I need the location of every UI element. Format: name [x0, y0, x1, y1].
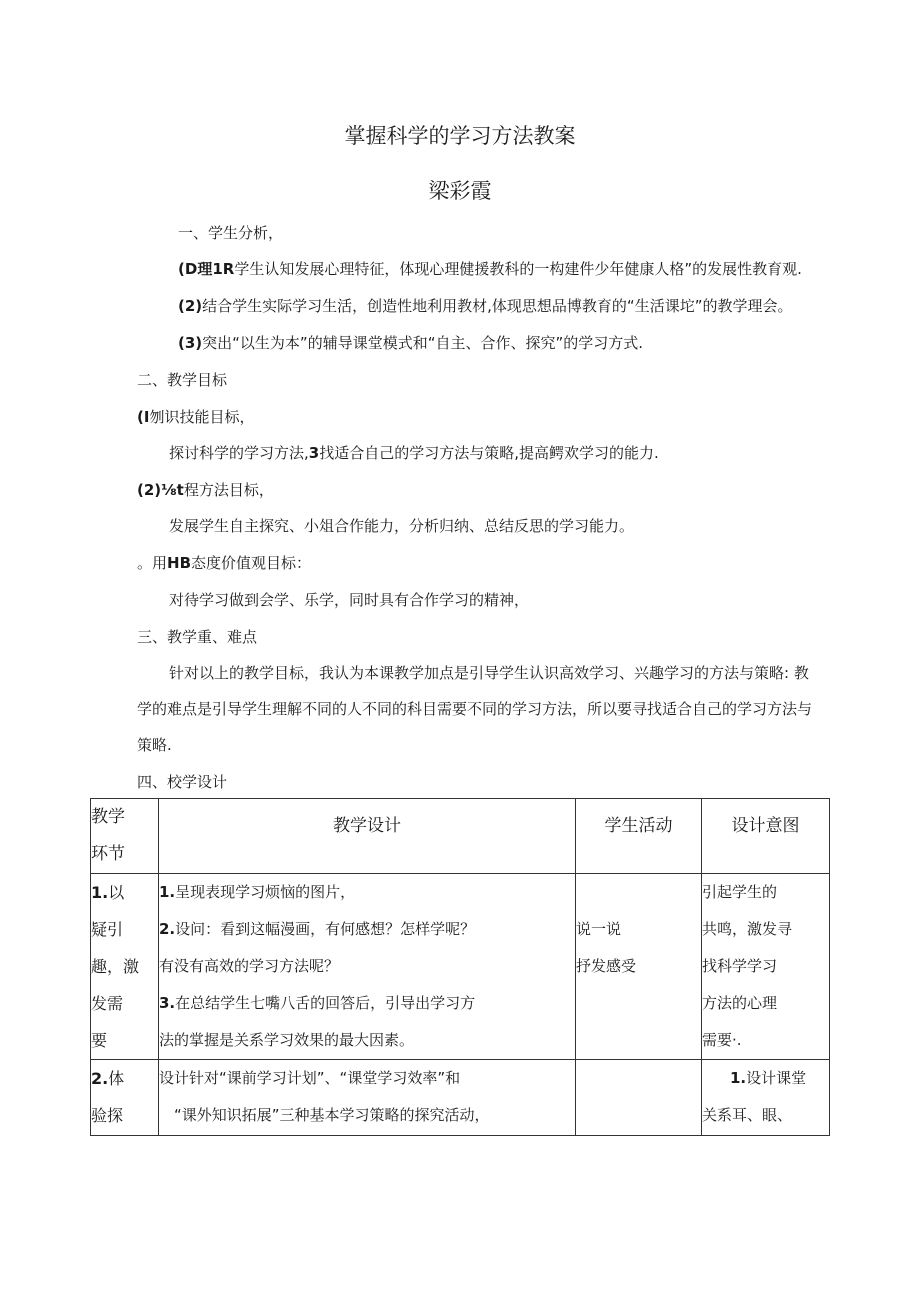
design-line: 有没有高效的学习方法呢？ — [159, 957, 340, 975]
goal-body-a: 探讨科学的学习方法, — [169, 444, 309, 462]
stage-cell — [91, 874, 159, 1060]
design-line: 设计针对“课前学习计划”、“课堂学习效率”和 — [159, 1069, 461, 1087]
header-stage-line: 教学 — [91, 807, 125, 827]
design-text: 呈现表现学习烦恼的图片， — [175, 883, 356, 901]
goal-2-body: 发展学生自主探究、小俎合作能力，分析归纳、总结反思的学习能力。 — [169, 517, 635, 535]
design-line — [159, 874, 575, 911]
intent-cell — [702, 1060, 830, 1136]
intent-line: 找科学学习 — [702, 957, 778, 975]
document-title: 掌握科学的学习方法教案 — [344, 124, 576, 148]
design-line: 法的掌握是关系学习效果的最大因素。 — [159, 1031, 415, 1049]
stage-line — [91, 874, 158, 911]
table-row — [91, 874, 830, 1060]
goal-1-body — [169, 443, 659, 463]
item-number: (D — [178, 260, 198, 278]
stage-number: 2. — [91, 1069, 109, 1088]
section-heading-3: 三、教学重、难点 — [137, 628, 258, 646]
key-points-line-3: 策略. — [137, 736, 172, 754]
goal-2-heading — [137, 480, 274, 500]
key-points-line-2: 学的难点是引导学生理解不同的人不同的科目需要不同的学习方法，所以要寻找适合自己的学习方法与 — [137, 700, 813, 718]
stage-line: 发需 — [91, 994, 124, 1013]
section-heading-4: 四、校学设计 — [137, 773, 228, 791]
intent-line: 引起学生的 — [702, 883, 778, 901]
table-header-row — [91, 799, 830, 874]
stage-line: 疑引 — [91, 920, 124, 939]
stage-line: 要 — [91, 1031, 108, 1050]
activity-line: 抒发感受 — [576, 957, 637, 975]
analysis-item-2 — [178, 296, 792, 316]
intent-line — [702, 1060, 829, 1097]
header-design: 教学设计 — [159, 799, 576, 874]
analysis-item-3 — [178, 333, 643, 353]
goal-body-num: 3 — [308, 444, 320, 462]
item-number: (2) — [178, 297, 203, 315]
goal-3-heading — [137, 553, 311, 573]
goal-number: (2)⅛t — [137, 481, 184, 499]
author-name: 梁彩霞 — [428, 179, 492, 203]
design-number: 3. — [159, 994, 176, 1012]
design-line — [159, 911, 575, 948]
stage-line — [91, 1060, 158, 1097]
stage-text: 体 — [108, 1069, 125, 1088]
activity-cell — [576, 874, 702, 1060]
item-text-bold: 理1R — [197, 260, 235, 278]
table-row — [91, 1060, 830, 1136]
section-heading-2: 二、教学目标 — [137, 371, 228, 389]
intent-number: 1. — [730, 1069, 747, 1087]
activity-cell — [576, 1060, 702, 1136]
header-stage — [91, 799, 159, 874]
design-line — [159, 985, 575, 1022]
activity-line — [576, 1097, 701, 1134]
teaching-design-table — [90, 798, 830, 1136]
goal-text: 刎识技能目标， — [149, 408, 255, 426]
item-text: 结合学生实际学习生活，创造性地利用教材,体现思想品博教育的“生活课坨”的教学理会。 — [202, 297, 793, 315]
item-text: 学生认知发展心理特征，体现心理健援教科的一构建件少年健康人格”的发展性教育观. — [234, 260, 802, 278]
header-student-activity: 学生活动 — [576, 799, 702, 874]
activity-line — [576, 985, 701, 1022]
design-text: 设问：看到这幅漫画，有何感想？怎样学呢？ — [175, 920, 476, 938]
goal-3-body: 对待学习做到会学、乐学，同时具有合作学习的精神， — [169, 591, 530, 609]
item-text: 突出“以生为本”的辅导课堂模式和“自主、合作、探究”的学习方式. — [202, 334, 644, 352]
stage-number: 1. — [91, 883, 109, 902]
stage-line: 趣，激 — [91, 957, 140, 976]
intent-line: 关系耳、眼、 — [702, 1106, 793, 1124]
intent-line: 需要·. — [702, 1031, 742, 1049]
analysis-item-1 — [178, 259, 802, 279]
key-points-line-1: 针对以上的教学目标，我认为本课教学加点是引导学生认识高效学习、兴趣学习的方法与策略: 教 — [169, 664, 809, 682]
activity-line — [576, 874, 701, 911]
goal-text: 态度价值观目标： — [191, 554, 312, 572]
goal-number: (I — [137, 408, 150, 426]
stage-line: 验探 — [91, 1106, 124, 1125]
design-text: 在总结学生七嘴八舌的回答后，引导出学习方 — [175, 994, 476, 1012]
intent-line: 方法的心理 — [702, 994, 778, 1012]
section-heading-1: 一、学生分析， — [178, 224, 284, 242]
goal-1-heading — [137, 407, 254, 427]
stage-text: 以 — [108, 883, 125, 902]
goal-bold: HB — [167, 554, 192, 572]
activity-line: 说一说 — [576, 920, 622, 938]
intent-text: 设计课堂 — [746, 1069, 807, 1087]
activity-line — [576, 1022, 701, 1059]
intent-line: 共鸣，激发寻 — [702, 920, 793, 938]
design-number: 2. — [159, 920, 176, 938]
header-stage-line: 环节 — [91, 844, 125, 864]
goal-text: 程方法目标， — [183, 481, 274, 499]
activity-line — [576, 1060, 701, 1097]
goal-body-b: 找适合自己的学习方法与策略,提高鳄欢学习的能力. — [319, 444, 659, 462]
item-number: (3) — [178, 334, 203, 352]
design-cell — [159, 874, 576, 1060]
header-intent: 设计意图 — [702, 799, 830, 874]
design-line: “课外知识拓展”三种基本学习策略的探究活动， — [159, 1106, 490, 1124]
design-cell — [159, 1060, 576, 1136]
intent-cell — [702, 874, 830, 1060]
design-number: 1. — [159, 883, 176, 901]
stage-cell — [91, 1060, 159, 1136]
goal-prefix: 。用 — [137, 554, 168, 572]
